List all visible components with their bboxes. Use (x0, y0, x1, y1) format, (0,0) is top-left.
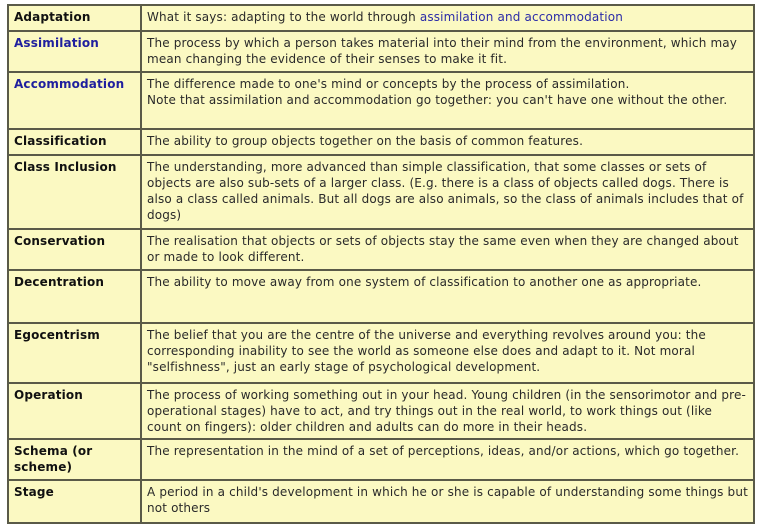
definition-cell (141, 323, 754, 383)
assimilation-accommodation-link[interactable]: assimilation and accommodation (419, 10, 623, 24)
definition-cell (141, 439, 754, 480)
definition-text: The difference made to one's mind or concepts by the process of assimilation. (147, 77, 630, 91)
definition-text: What it says: adapting to the world through (147, 10, 420, 24)
term-label: Stage (14, 485, 54, 499)
definition-text: The process of working something out in your head. Young children (in the sensorimotor and pre-operational stages) have to act, and try things out in the real world, to work things out (like count on fingers): older children and adults can do more in their heads. (147, 388, 746, 434)
table-row-decentration (8, 270, 754, 323)
term-cell (8, 323, 141, 383)
table-row-class-inclusion (8, 155, 754, 229)
term-cell (8, 229, 141, 270)
definition-cell (141, 155, 754, 229)
term-cell[interactable] (8, 31, 141, 72)
table-row-assimilation (8, 31, 754, 72)
definition-cell (141, 229, 754, 270)
definition-cell (141, 31, 754, 72)
definition-text: The understanding, more advanced than simple classification, that some classes or sets of objects are also sub-sets of a larger class. (E.g. there is a class of objects called dogs. There is also a class called animals. But all dogs are also animals, so the class of animals includes that of dogs) (147, 160, 744, 222)
definition-cell (141, 270, 754, 323)
term-label: Conservation (14, 234, 106, 248)
term-label: Adaptation (14, 10, 91, 24)
definition-text: The process by which a person takes material into their mind from the environment, which may mean changing the evidence of their senses to make it fit. (147, 36, 738, 66)
definition-cell (141, 129, 754, 155)
term-cell (8, 270, 141, 323)
term-cell (8, 5, 141, 31)
table-row-accommodation (8, 72, 754, 129)
table-row-operation (8, 383, 754, 439)
table-row-schema (8, 439, 754, 480)
definition-cell (141, 480, 754, 523)
table-row-stage (8, 480, 754, 523)
table-row-conservation (8, 229, 754, 270)
term-label: Class Inclusion (14, 160, 117, 174)
term-cell (8, 129, 141, 155)
definition-text: The belief that you are the centre of the universe and everything revolves around you: the corresponding inability to see the world as someone else does and adapt to it. Not moral "selfishness", just an early stage of psychological development. (147, 328, 706, 374)
table-row-adaptation (8, 5, 754, 31)
definition-text: The representation in the mind of a set of perceptions, ideas, and/or actions, which go together. (147, 444, 740, 458)
term-cell (8, 155, 141, 229)
term-label: Schema (or scheme) (14, 444, 93, 474)
term-label: Egocentrism (14, 328, 100, 342)
term-cell (8, 480, 141, 523)
definition-text: The realisation that objects or sets of objects stay the same even when they are changed about or made to look different. (147, 234, 739, 264)
definition-text: A period in a child's development in which he or she is capable of understanding some things but not others (147, 485, 748, 515)
term-cell (8, 383, 141, 439)
term-cell[interactable] (8, 72, 141, 129)
glossary-container (7, 4, 755, 524)
table-row-egocentrism (8, 323, 754, 383)
term-link-assimilation[interactable]: Assimilation (14, 36, 99, 50)
definition-text: The ability to group objects together on the basis of common features. (147, 134, 584, 148)
glossary-table (7, 4, 755, 524)
term-label: Classification (14, 134, 107, 148)
definition-cell (141, 383, 754, 439)
definition-text: The ability to move away from one system of classification to another one as appropriate. (147, 275, 702, 289)
term-link-accommodation[interactable]: Accommodation (14, 77, 125, 91)
term-label: Operation (14, 388, 83, 402)
definition-cell (141, 5, 754, 31)
term-cell (8, 439, 141, 480)
table-row-classification (8, 129, 754, 155)
definition-cell (141, 72, 754, 129)
definition-note: Note that assimilation and accommodation go together: you can't have one without the other. (147, 93, 728, 107)
term-label: Decentration (14, 275, 105, 289)
